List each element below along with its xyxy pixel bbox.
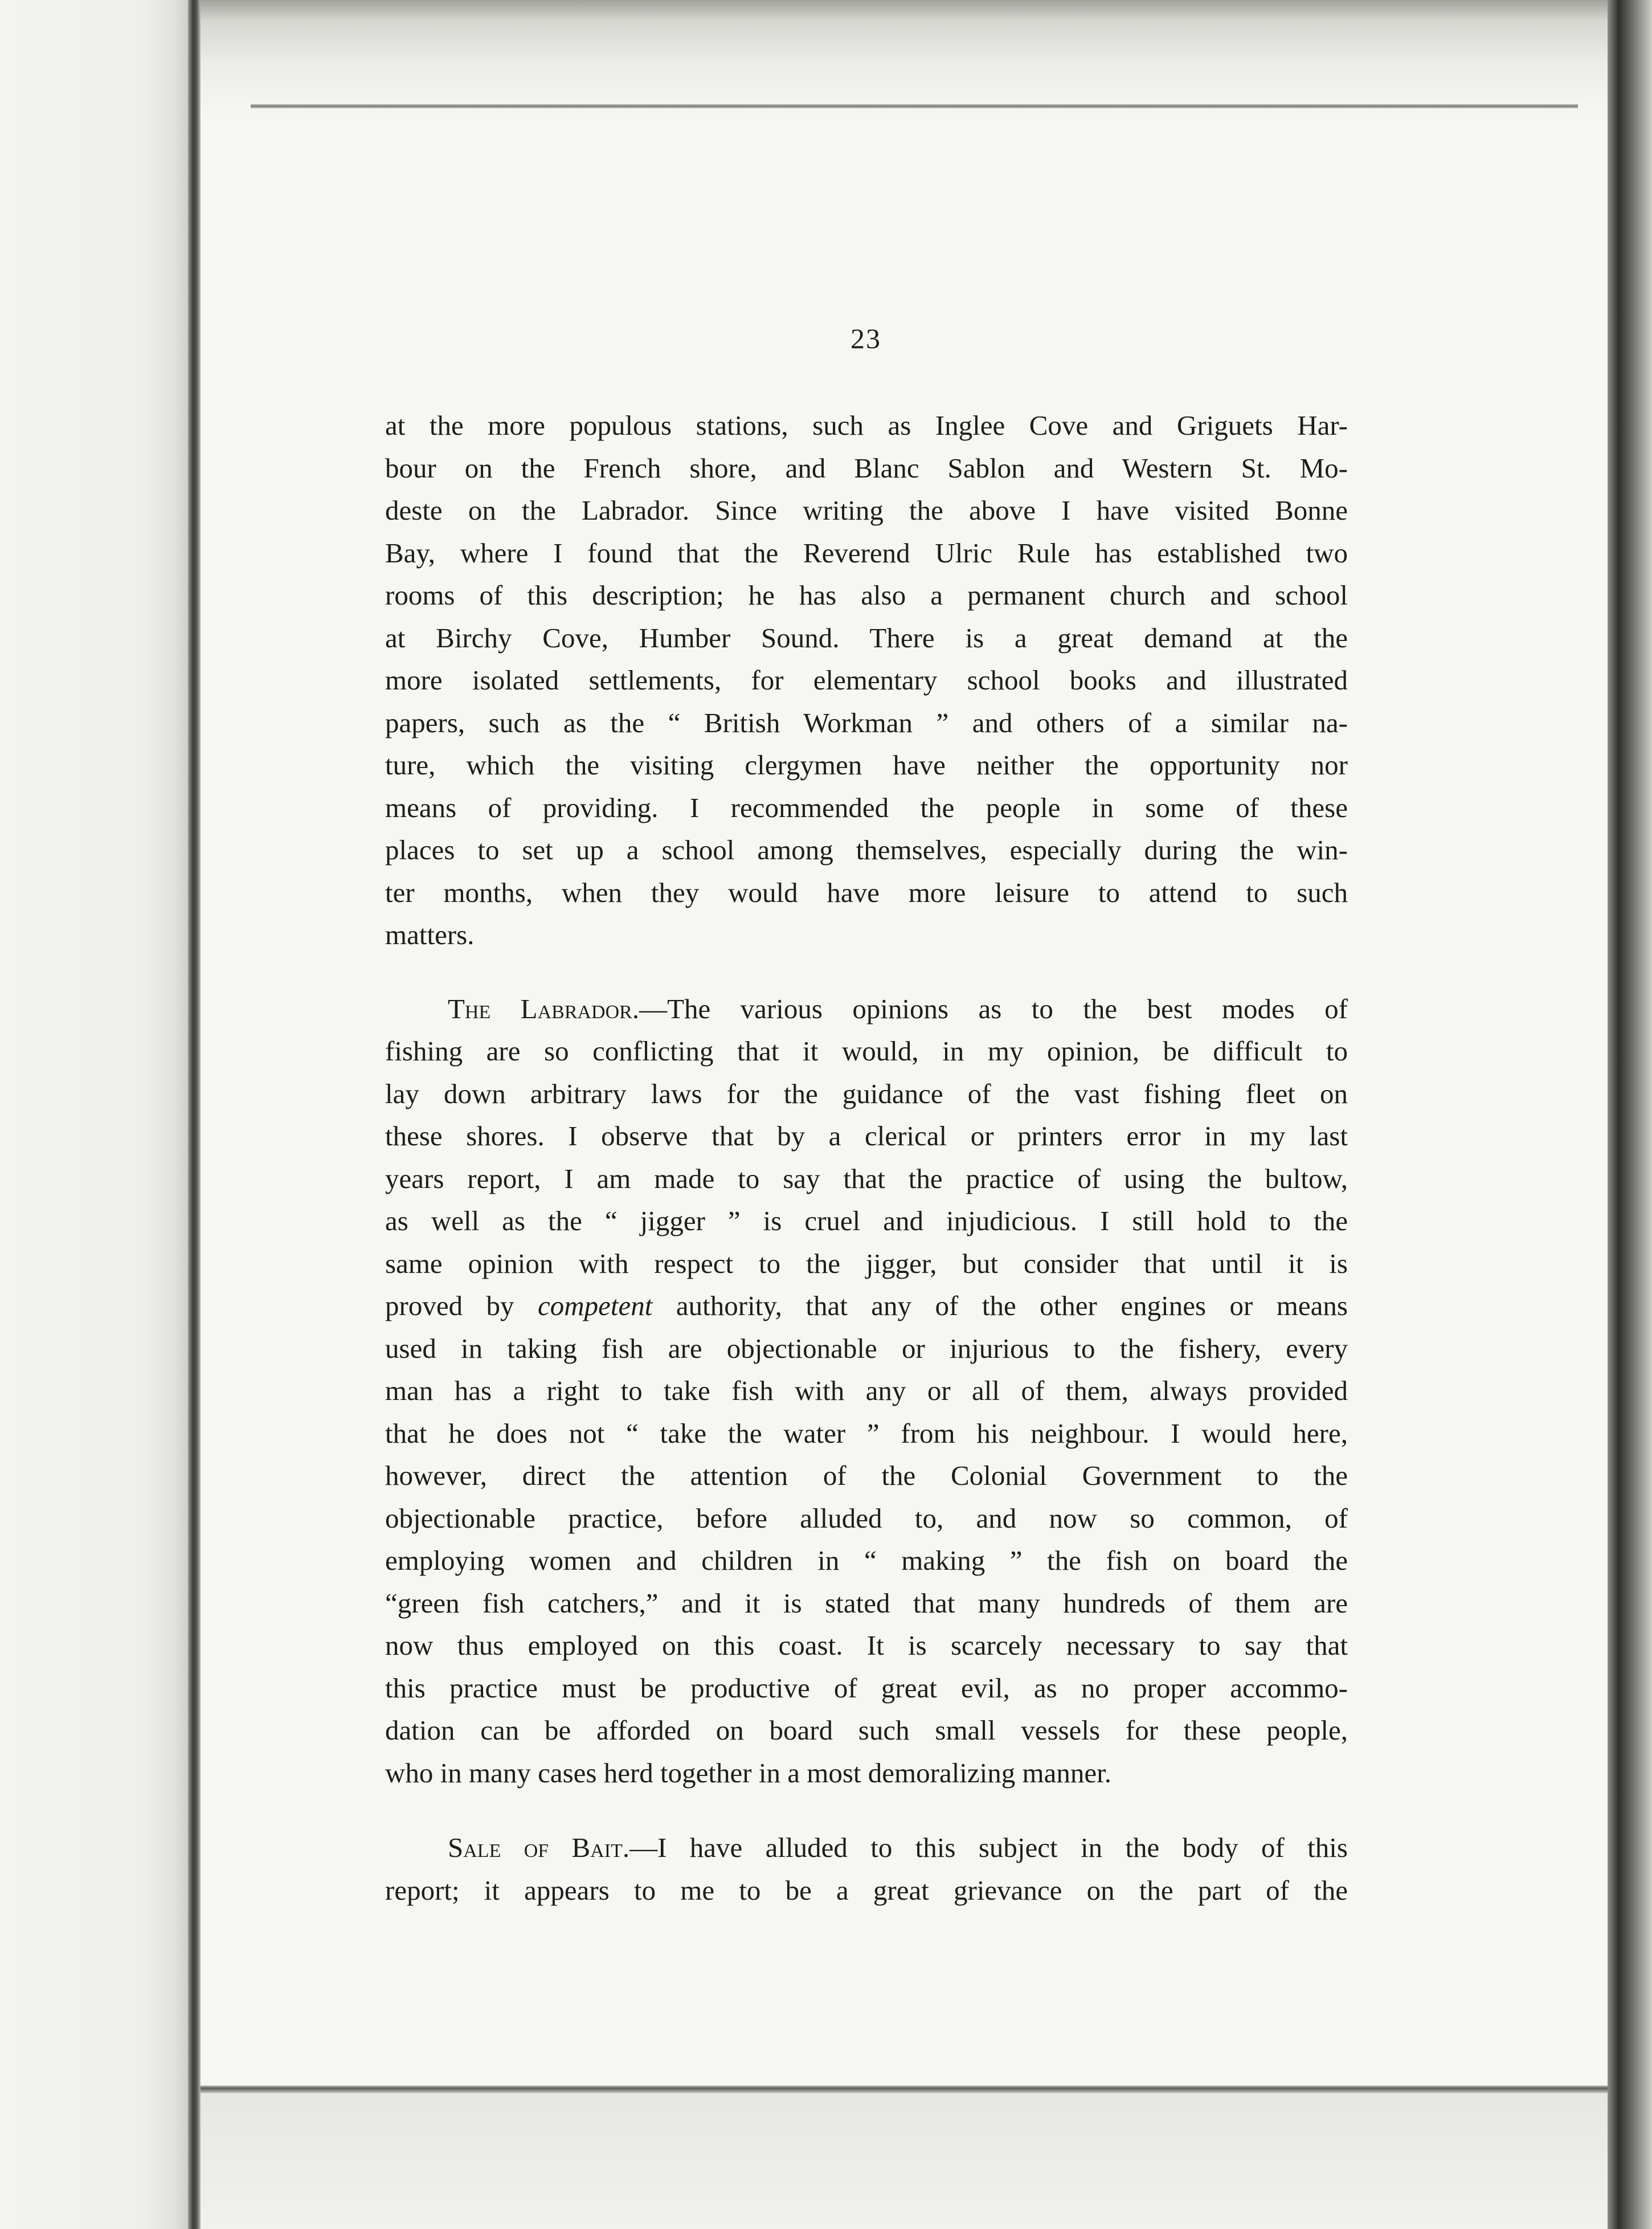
text-line: objectionable practice, before alluded to, and now so common, of	[385, 1502, 1348, 1534]
paragraph-spacer	[385, 957, 1348, 988]
text-line: places to set up a school among themselves, especially during the win-	[385, 834, 1348, 866]
text-line: however, direct the attention of the Colonial Government to the	[385, 1460, 1348, 1491]
section-heading-sale-of-bait: Sale of Bait.	[448, 1832, 630, 1863]
book-spine-shadow	[188, 0, 201, 2229]
page-right-edge	[1608, 0, 1652, 2229]
page-top-rule	[251, 104, 1578, 108]
text-run: —The various opinions as to the best modes of	[639, 993, 1348, 1024]
text-line: who in many cases herd together in a most demoralizing manner.	[385, 1757, 1112, 1789]
text-line: as well as the “ jigger ” is cruel and injudicious. I still hold to the	[385, 1205, 1348, 1236]
text-line: dation can be afforded on board such small vessels for these people,	[385, 1714, 1348, 1746]
text-run: —I have alluded to this subject in the body of this	[629, 1832, 1348, 1863]
paragraph-schools	[385, 405, 1348, 957]
text-line: papers, such as the “ British Workman ” and others of a similar na-	[385, 707, 1348, 738]
text-line: fishing are so conflicting that it would, in my opinion, be difficult to	[385, 1035, 1348, 1067]
text-line: means of providing. I recommended the people in some of these	[385, 791, 1348, 823]
text-line: ture, which the visiting clergymen have neither the opportunity nor	[385, 749, 1348, 781]
text-line: at Birchy Cove, Humber Sound. There is a great demand at the	[385, 622, 1348, 654]
page-number: 23	[850, 322, 881, 354]
paragraph-sale-of-bait	[385, 1827, 1348, 1912]
text-run: authority, that any of the other engines or means	[652, 1290, 1348, 1321]
paragraph-spacer	[385, 1794, 1348, 1827]
italic-word: competent	[538, 1290, 653, 1321]
text-line: that he does not “ take the water ” from his neighbour. I would here,	[385, 1417, 1348, 1449]
text-line	[385, 988, 1348, 1031]
text-line: at the more populous stations, such as Inglee Cove and Griguets Har-	[385, 410, 1348, 441]
text-line	[385, 1827, 1348, 1869]
text-line: man has a right to take fish with any or all of them, always provided	[385, 1375, 1348, 1406]
text-line: ter months, when they would have more leisure to attend to such	[385, 876, 1348, 908]
text-line: rooms of this description; he has also a permanent church and school	[385, 579, 1348, 611]
text-line: same opinion with respect to the jigger, but consider that until it is	[385, 1247, 1348, 1279]
text-line: these shores. I observe that by a clerical or printers error in my last	[385, 1120, 1348, 1152]
text-line: employing women and children in “ making ” the fish on board the	[385, 1545, 1348, 1576]
text-line: report; it appears to me to be a great grievance on the part of the	[385, 1874, 1348, 1906]
page-bottom-rule	[201, 2085, 1608, 2093]
body-text	[385, 405, 1348, 1912]
text-line	[385, 1285, 1348, 1328]
text-line: now thus employed on this coast. It is scarcely necessary to say that	[385, 1630, 1348, 1661]
text-line: “green fish catchers,” and it is stated that many hundreds of them are	[385, 1587, 1348, 1619]
text-line: used in taking fish are objectionable or injurious to the fishery, every	[385, 1332, 1348, 1364]
text-line: bour on the French shore, and Blanc Sablon and Western St. Mo-	[385, 452, 1348, 484]
page-top-shadow	[201, 0, 1608, 117]
text-line: Bay, where I found that the Reverend Ulric Rule has established two	[385, 537, 1348, 569]
text-line: years report, I am made to say that the practice of using the bultow,	[385, 1162, 1348, 1194]
text-line: matters.	[385, 919, 475, 950]
text-line: more isolated settlements, for elementary school books and illustrated	[385, 664, 1348, 696]
text-run: proved by	[385, 1290, 538, 1321]
page-bottom-margin	[201, 2093, 1608, 2229]
facing-page-edge	[0, 0, 188, 2229]
section-heading-labrador: The Labrador.	[448, 993, 640, 1024]
text-line: deste on the Labrador. Since writing the above I have visited Bonne	[385, 495, 1348, 526]
paragraph-labrador	[385, 988, 1348, 1795]
text-line: lay down arbitrary laws for the guidance of the vast fishing fleet on	[385, 1077, 1348, 1109]
text-line: this practice must be productive of great evil, as no proper accommo-	[385, 1672, 1348, 1704]
